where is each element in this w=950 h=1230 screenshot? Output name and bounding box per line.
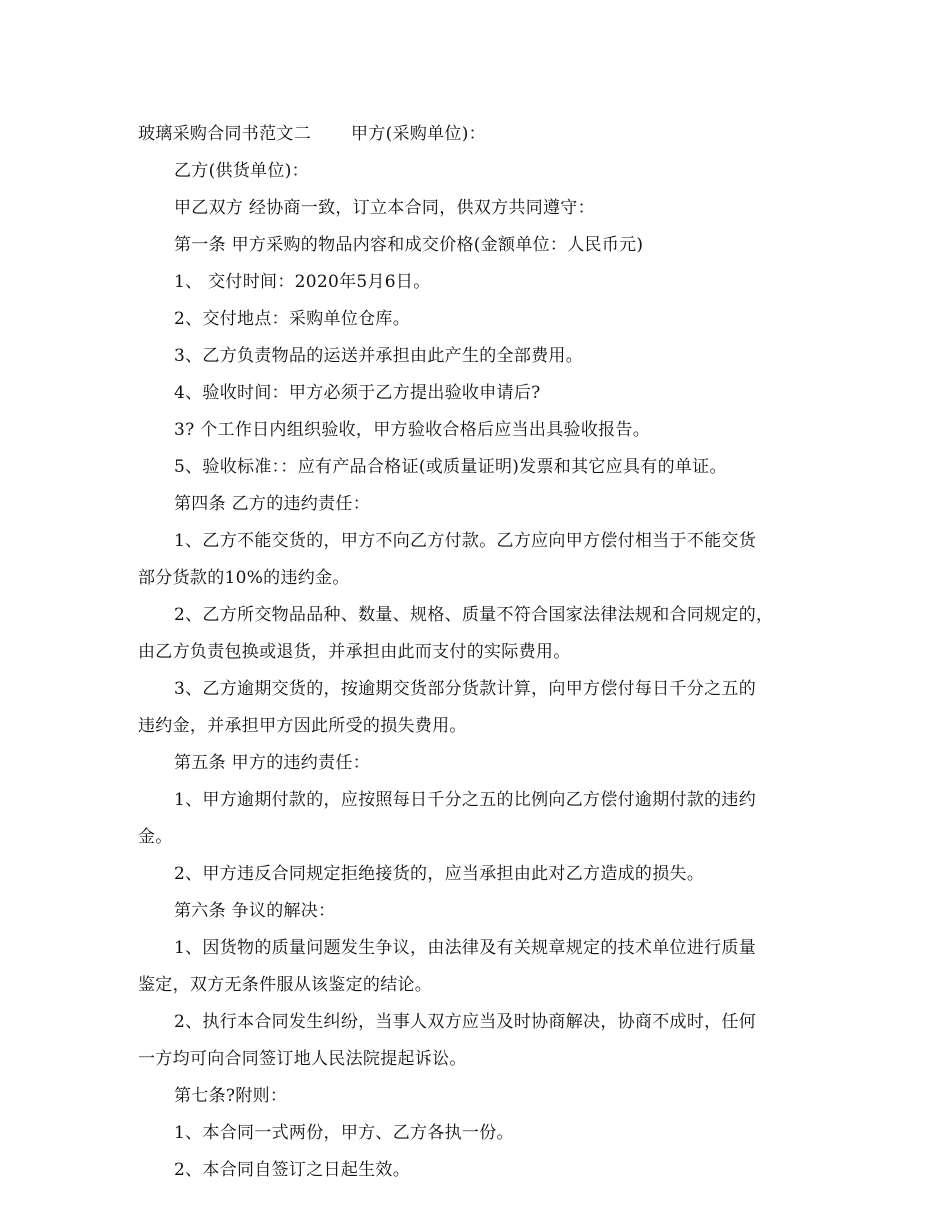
article-4-clause-2: 2、乙方所交物品品种、数量、规格、质量不符合国家法律法规和合同规定的， xyxy=(174,605,774,625)
article-6-clause-1: 1、因货物的质量问题发生争议，由法律及有关规章规定的技术单位进行质量 xyxy=(174,938,757,958)
clause-acceptance-days: 3? 个工作日内组织验收，甲方验收合格后应当出具验收报告。 xyxy=(174,420,651,440)
article-6-clause-2: 2、执行本合同发生纠纷，当事人双方应当及时协商解决，协商不成时，任何 xyxy=(174,1012,757,1032)
article-4-clause-3: 3、乙方逾期交货的，按逾期交货部分货款计算，向甲方偿付每日千分之五的 xyxy=(174,679,757,699)
article-7-clause-2: 2、本合同自签订之日起生效。 xyxy=(174,1160,411,1180)
article-4-heading: 第四条 乙方的违约责任： xyxy=(174,494,371,514)
article-5-clause-2: 2、甲方违反合同规定拒绝接货的，应当承担由此对乙方造成的损失。 xyxy=(174,864,705,884)
agreement-intro: 甲乙双方 经协商一致，订立本合同，供双方共同遵守： xyxy=(174,198,595,218)
clause-delivery-time: 1、 交付时间：2020年5月6日。 xyxy=(174,272,431,292)
article-4-clause-2-cont: 由乙方负责包换或退货，并承担由此而支付的实际费用。 xyxy=(138,642,571,662)
article-5-clause-1-cont: 金。 xyxy=(138,827,173,847)
article-6-heading: 第六条 争议的解决： xyxy=(174,901,336,921)
article-1-heading: 第一条 甲方采购的物品内容和成交价格(金额单位：人民币元) xyxy=(174,235,644,255)
article-4-clause-1: 1、乙方不能交货的，甲方不向乙方付款。乙方应向甲方偿付相当于不能交货 xyxy=(174,531,757,551)
article-6-clause-1-cont: 鉴定，双方无条件服从该鉴定的结论。 xyxy=(138,975,433,995)
contract-body xyxy=(138,116,838,1189)
article-4-clause-3-cont: 违约金，并承担甲方因此所受的损失费用。 xyxy=(138,716,467,736)
article-6-clause-2-cont: 一方均可向合同签订地人民法院提起诉讼。 xyxy=(138,1049,467,1069)
article-7-clause-1: 1、本合同一式两份，甲方、乙方各执一份。 xyxy=(174,1123,514,1143)
clause-delivery-place: 2、交付地点：采购单位仓库。 xyxy=(174,309,411,329)
article-4-clause-1-cont: 部分货款的10%的违约金。 xyxy=(138,568,350,588)
article-7-heading: 第七条?附则： xyxy=(174,1086,288,1106)
article-5-clause-1: 1、甲方逾期付款的，应按照每日千分之五的比例向乙方偿付逾期付款的违约 xyxy=(174,790,757,810)
document-title: 玻璃采购合同书范文二 xyxy=(138,124,311,144)
clause-acceptance-time: 4、验收时间：甲方必须于乙方提出验收申请后? xyxy=(174,383,541,403)
clause-transport: 3、乙方负责物品的运送并承担由此产生的全部费用。 xyxy=(174,346,584,366)
title-row xyxy=(138,116,838,153)
party-b-line: 乙方(供货单位)： xyxy=(174,161,309,181)
party-a-label: 甲方(采购单位)： xyxy=(351,124,486,144)
article-5-heading: 第五条 甲方的违约责任： xyxy=(174,753,371,773)
clause-acceptance-standard: 5、验收标准：：应有产品合格证(或质量证明)发票和其它应具有的单证。 xyxy=(174,457,727,477)
